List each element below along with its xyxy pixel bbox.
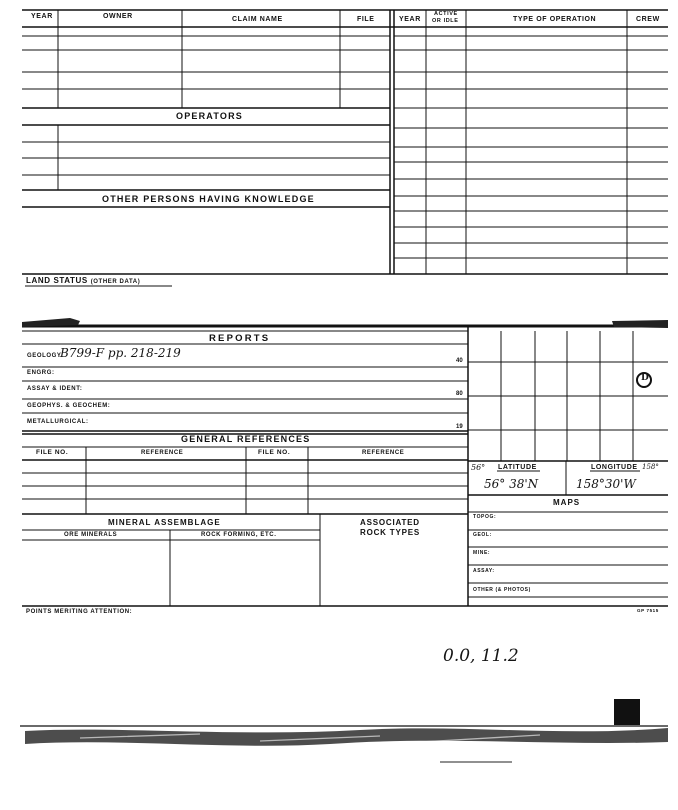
ref-header-reference-2: REFERENCE — [362, 450, 405, 456]
longitude-suffix: 158° — [642, 463, 659, 471]
ref-header-file-no-2: FILE NO. — [258, 449, 291, 456]
land-status-sub: (OTHER DATA) — [90, 279, 141, 285]
maps-topog: TOPOG: — [473, 514, 497, 520]
header-year: YEAR — [31, 13, 53, 20]
maps-geol: GEOL: — [473, 532, 492, 538]
ore-minerals-header: ORE MINERALS — [64, 532, 118, 538]
form-number: GP 7515 — [637, 608, 659, 613]
latitude-prefix: 56° — [471, 463, 486, 472]
maps-other: OTHER (& PHOTOS) — [473, 587, 531, 593]
report-geology-num: 40 — [456, 358, 463, 364]
handwritten-note: 0.0, 11.2 — [443, 646, 519, 666]
grid-mark-letter: D — [641, 373, 649, 383]
header-type-of-operation: TYPE OF OPERATION — [513, 16, 597, 23]
land-status-label — [26, 277, 140, 285]
header-claim-name: CLAIM NAME — [232, 16, 283, 23]
report-engrg-label: ENGRG: — [27, 370, 55, 376]
header-or-idle: OR IDLE — [432, 18, 459, 24]
points-meriting-label: POINTS MERITING ATTENTION: — [26, 609, 133, 615]
longitude-label: LONGITUDE — [591, 464, 638, 471]
header-active: ACTIVE — [434, 11, 458, 17]
maps-mine: MINE: — [473, 550, 491, 556]
rock-types-header: ROCK TYPES — [360, 528, 421, 537]
ref-header-file-no-1: FILE NO. — [36, 449, 69, 456]
header-owner: OWNER — [103, 13, 133, 20]
rock-forming-header: ROCK FORMING, ETC. — [201, 532, 277, 538]
report-metallurgical-label: METALLURGICAL: — [27, 419, 89, 425]
ref-header-reference-1: REFERENCE — [141, 450, 184, 456]
header-year-right: YEAR — [399, 16, 421, 23]
maps-assay: ASSAY: — [473, 568, 495, 574]
maps-title: MAPS — [553, 498, 581, 507]
report-assay-num: 80 — [456, 391, 463, 397]
report-geology-value: B799-F pp. 218-219 — [60, 346, 181, 360]
longitude-value: 158°30'W — [576, 477, 636, 491]
land-status-text: LAND STATUS — [26, 276, 88, 285]
report-assay-label: ASSAY & IDENT: — [27, 386, 83, 392]
report-geology-label: GEOLOGY: — [27, 353, 64, 359]
latitude-label: LATITUDE — [498, 464, 537, 471]
report-geophys-label: GEOPHYS. & GEOCHEM: — [27, 403, 111, 409]
operators-heading: OPERATORS — [176, 111, 243, 121]
header-file: FILE — [357, 16, 375, 23]
reports-title: REPORTS — [209, 333, 271, 344]
scan-edge-artifact — [20, 699, 668, 762]
header-crew: CREW — [636, 16, 660, 23]
general-references-title: GENERAL REFERENCES — [181, 434, 311, 444]
latitude-value: 56° 38'N — [484, 477, 539, 491]
associated-header: ASSOCIATED — [360, 518, 420, 527]
mineral-assemblage-title: MINERAL ASSEMBLAGE — [108, 518, 221, 527]
other-persons-heading: OTHER PERSONS HAVING KNOWLEDGE — [102, 194, 315, 204]
report-metallurgical-num: 19 — [456, 424, 463, 430]
